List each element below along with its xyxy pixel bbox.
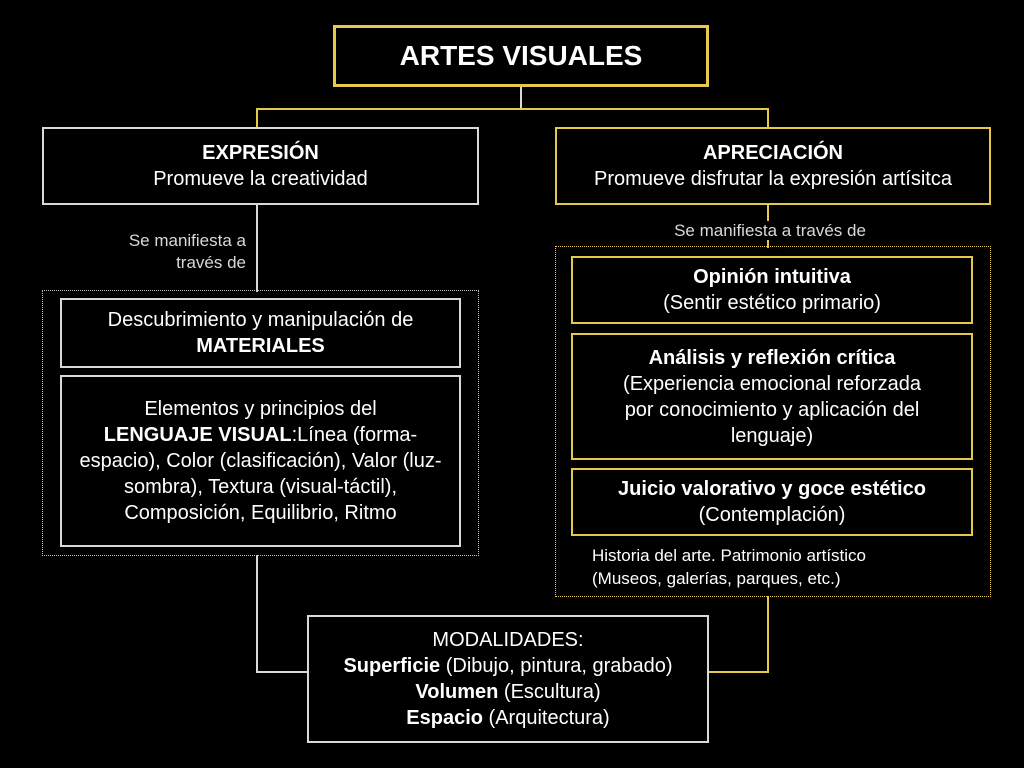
materiales-text-b: MATERIALES [196, 335, 325, 357]
modalidades-l2-b: Volumen [415, 681, 499, 703]
opinion-box [571, 256, 973, 324]
apreciacion-sub: Promueve disfrutar la expresión artísitca [594, 168, 952, 190]
expresion-connector-text: Se manifiesta a través de [128, 231, 246, 272]
expresion-box [42, 127, 479, 205]
modalidades-l3: (Arquitectura) [482, 707, 610, 729]
juicio-sub: (Contemplación) [698, 504, 846, 526]
expresion-connector [100, 230, 246, 274]
opinion-sub: (Sentir estético primario) [663, 292, 881, 314]
modalidades-heading: MODALIDADES: [432, 629, 584, 651]
historia-label: Historia del arte. Patrimonio artístico (Museos, galerías, parques, etc.) [592, 546, 866, 588]
materiales-text-a: Descubrimiento y manipulación de [107, 309, 414, 331]
lenguaje-text-b: LENGUAJE VISUAL [103, 424, 292, 446]
historia-text [592, 544, 922, 590]
apreciacion-connector [600, 220, 940, 242]
lenguaje-text-c: :Línea (forma-espacio), Color (clasificación), Valor (luz-sombra), Textura (visual-táctil), Composición, Equilibrio, Ritmo [79, 424, 442, 524]
modalidades-box [307, 615, 709, 743]
lenguaje-text-a: Elementos y principios del [144, 398, 377, 420]
expresion-sub: Promueve la creatividad [153, 168, 368, 190]
diagram-title: ARTES VISUALES [399, 40, 643, 71]
apreciacion-heading: APRECIACIÓN [702, 142, 843, 164]
title-box [333, 25, 709, 87]
modalidades-l1: (Dibujo, pintura, grabado) [440, 655, 673, 677]
expresion-heading: EXPRESIÓN [202, 142, 319, 164]
modalidades-l2: (Escultura) [498, 681, 601, 703]
lenguaje-box [60, 375, 461, 547]
analisis-sub: (Experiencia emocional reforzada por conocimiento y aplicación del lenguaje) [623, 372, 921, 447]
opinion-title: Opinión intuitiva [693, 266, 851, 288]
modalidades-l1-b: Superficie [343, 655, 441, 677]
apreciacion-box [555, 127, 991, 205]
materiales-box [60, 298, 461, 368]
modalidades-l3-b: Espacio [406, 707, 483, 729]
analisis-title: Análisis y reflexión crítica [648, 346, 896, 369]
analisis-box [571, 333, 973, 460]
apreciacion-connector-text: Se manifiesta a través de [674, 221, 866, 240]
juicio-title: Juicio valorativo y goce estético [618, 478, 926, 500]
juicio-box [571, 468, 973, 536]
